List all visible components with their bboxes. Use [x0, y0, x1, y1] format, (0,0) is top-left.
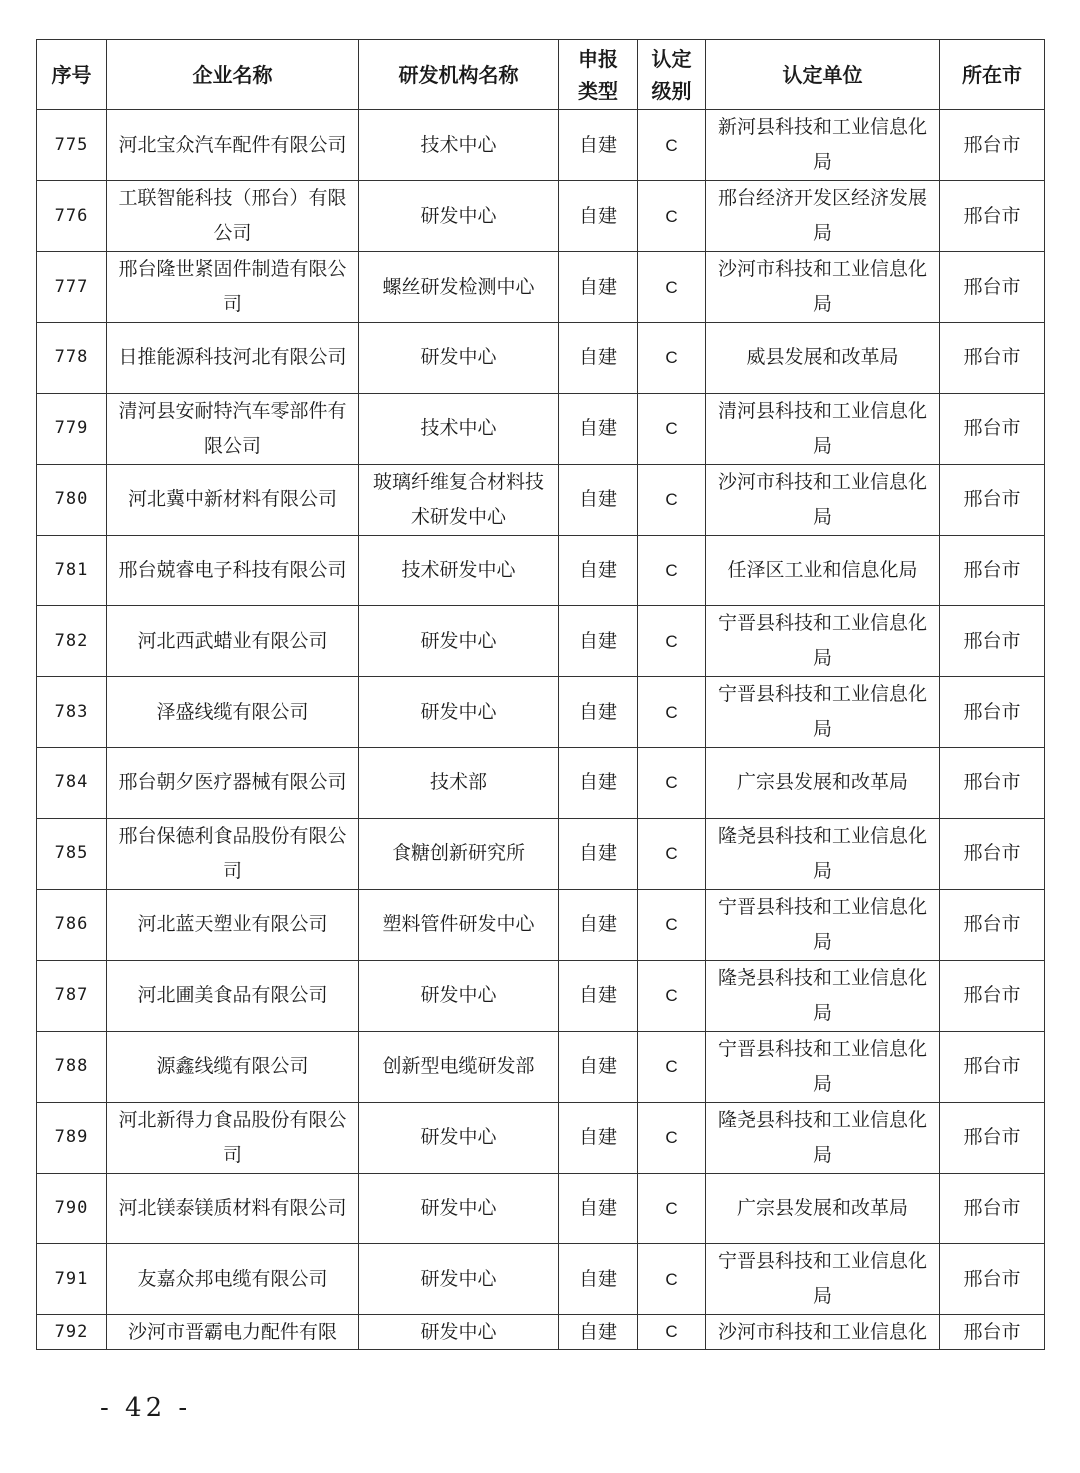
- cell-company: 清河县安耐特汽车零部件有限公司: [107, 393, 359, 464]
- cell-seq: 777: [37, 252, 107, 323]
- cell-seq: 786: [37, 889, 107, 960]
- header-level: 认定级别: [638, 40, 706, 110]
- cell-org: 研发中心: [359, 606, 559, 677]
- cell-unit: 沙河市科技和工业信息化局: [706, 252, 940, 323]
- cell-unit: 清河县科技和工业信息化局: [706, 393, 940, 464]
- cell-type: 自建: [559, 1315, 638, 1350]
- table-row: [37, 748, 1045, 819]
- enterprise-rd-table: [36, 39, 1045, 1350]
- cell-level: C: [638, 393, 706, 464]
- cell-unit: 广宗县发展和改革局: [706, 748, 940, 819]
- cell-org: 研发中心: [359, 1102, 559, 1173]
- cell-type: 自建: [559, 323, 638, 394]
- table-row: [37, 535, 1045, 606]
- table-row: [37, 960, 1045, 1031]
- cell-unit: 宁晋县科技和工业信息化局: [706, 1244, 940, 1315]
- cell-level: C: [638, 889, 706, 960]
- cell-city: 邢台市: [940, 464, 1045, 535]
- cell-company: 河北冀中新材料有限公司: [107, 464, 359, 535]
- table-row: [37, 181, 1045, 252]
- header-company: 企业名称: [107, 40, 359, 110]
- cell-type: 自建: [559, 535, 638, 606]
- cell-seq: 784: [37, 748, 107, 819]
- header-seq: 序号: [37, 40, 107, 110]
- cell-org: 技术中心: [359, 393, 559, 464]
- cell-org: 技术中心: [359, 110, 559, 181]
- cell-company: 河北新得力食品股份有限公司: [107, 1102, 359, 1173]
- cell-company: 邢台兢睿电子科技有限公司: [107, 535, 359, 606]
- cell-org: 研发中心: [359, 960, 559, 1031]
- cell-city: 邢台市: [940, 252, 1045, 323]
- cell-city: 邢台市: [940, 535, 1045, 606]
- table-row: [37, 252, 1045, 323]
- cell-city: 邢台市: [940, 748, 1045, 819]
- cell-org: 螺丝研发检测中心: [359, 252, 559, 323]
- cell-city: 邢台市: [940, 1173, 1045, 1244]
- header-city: 所在市: [940, 40, 1045, 110]
- cell-org: 塑料管件研发中心: [359, 889, 559, 960]
- cell-level: C: [638, 181, 706, 252]
- cell-type: 自建: [559, 748, 638, 819]
- table-row: [37, 1102, 1045, 1173]
- cell-company: 河北蓝天塑业有限公司: [107, 889, 359, 960]
- cell-unit: 隆尧县科技和工业信息化局: [706, 1102, 940, 1173]
- header-org: 研发机构名称: [359, 40, 559, 110]
- cell-org: 研发中心: [359, 1315, 559, 1350]
- cell-level: C: [638, 323, 706, 394]
- page-number: - 42 -: [100, 1393, 192, 1423]
- cell-unit: 沙河市科技和工业信息化: [706, 1315, 940, 1350]
- table-row: [37, 393, 1045, 464]
- cell-type: 自建: [559, 1102, 638, 1173]
- cell-city: 邢台市: [940, 889, 1045, 960]
- cell-city: 邢台市: [940, 606, 1045, 677]
- cell-level: C: [638, 535, 706, 606]
- cell-company: 邢台朝夕医疗器械有限公司: [107, 748, 359, 819]
- cell-unit: 隆尧县科技和工业信息化局: [706, 818, 940, 889]
- cell-unit: 邢台经济开发区经济发展局: [706, 181, 940, 252]
- header-type: 申报类型: [559, 40, 638, 110]
- cell-level: C: [638, 110, 706, 181]
- cell-level: C: [638, 677, 706, 748]
- cell-unit: 隆尧县科技和工业信息化局: [706, 960, 940, 1031]
- cell-city: 邢台市: [940, 677, 1045, 748]
- cell-org: 研发中心: [359, 323, 559, 394]
- cell-company: 河北圃美食品有限公司: [107, 960, 359, 1031]
- table-body: [37, 110, 1045, 1350]
- cell-type: 自建: [559, 252, 638, 323]
- cell-company: 邢台保德利食品股份有限公司: [107, 818, 359, 889]
- cell-city: 邢台市: [940, 1102, 1045, 1173]
- cell-company: 日推能源科技河北有限公司: [107, 323, 359, 394]
- cell-level: C: [638, 748, 706, 819]
- cell-org: 技术部: [359, 748, 559, 819]
- cell-seq: 790: [37, 1173, 107, 1244]
- cell-unit: 宁晋县科技和工业信息化局: [706, 1031, 940, 1102]
- cell-unit: 任泽区工业和信息化局: [706, 535, 940, 606]
- cell-seq: 775: [37, 110, 107, 181]
- table-header-row: [37, 40, 1045, 110]
- cell-org: 研发中心: [359, 677, 559, 748]
- cell-seq: 787: [37, 960, 107, 1031]
- table-row: [37, 677, 1045, 748]
- cell-type: 自建: [559, 181, 638, 252]
- table-row: [37, 464, 1045, 535]
- table-row: [37, 818, 1045, 889]
- cell-org: 研发中心: [359, 1244, 559, 1315]
- cell-unit: 新河县科技和工业信息化局: [706, 110, 940, 181]
- cell-type: 自建: [559, 960, 638, 1031]
- cell-company: 友嘉众邦电缆有限公司: [107, 1244, 359, 1315]
- table-row: [37, 606, 1045, 677]
- cell-company: 泽盛线缆有限公司: [107, 677, 359, 748]
- cell-org: 食糖创新研究所: [359, 818, 559, 889]
- cell-type: 自建: [559, 889, 638, 960]
- table-row: [37, 1031, 1045, 1102]
- cell-org: 研发中心: [359, 1173, 559, 1244]
- cell-city: 邢台市: [940, 110, 1045, 181]
- cell-seq: 779: [37, 393, 107, 464]
- cell-org: 技术研发中心: [359, 535, 559, 606]
- cell-level: C: [638, 1031, 706, 1102]
- cell-seq: 791: [37, 1244, 107, 1315]
- cell-level: C: [638, 252, 706, 323]
- cell-unit: 广宗县发展和改革局: [706, 1173, 940, 1244]
- cell-company: 邢台隆世紧固件制造有限公司: [107, 252, 359, 323]
- cell-level: C: [638, 1102, 706, 1173]
- cell-type: 自建: [559, 677, 638, 748]
- cell-level: C: [638, 818, 706, 889]
- cell-city: 邢台市: [940, 323, 1045, 394]
- cell-level: C: [638, 1173, 706, 1244]
- table-row: [37, 1315, 1045, 1350]
- cell-city: 邢台市: [940, 818, 1045, 889]
- cell-company: 河北宝众汽车配件有限公司: [107, 110, 359, 181]
- cell-unit: 宁晋县科技和工业信息化局: [706, 606, 940, 677]
- table-row: [37, 323, 1045, 394]
- table-row: [37, 1173, 1045, 1244]
- cell-level: C: [638, 606, 706, 677]
- cell-city: 邢台市: [940, 393, 1045, 464]
- cell-seq: 783: [37, 677, 107, 748]
- cell-level: C: [638, 1315, 706, 1350]
- cell-level: C: [638, 1244, 706, 1315]
- table-row: [37, 1244, 1045, 1315]
- table-row: [37, 889, 1045, 960]
- cell-org: 研发中心: [359, 181, 559, 252]
- cell-seq: 782: [37, 606, 107, 677]
- cell-level: C: [638, 464, 706, 535]
- cell-city: 邢台市: [940, 1031, 1045, 1102]
- cell-seq: 780: [37, 464, 107, 535]
- cell-company: 沙河市晋霸电力配件有限: [107, 1315, 359, 1350]
- cell-seq: 792: [37, 1315, 107, 1350]
- cell-unit: 威县发展和改革局: [706, 323, 940, 394]
- cell-type: 自建: [559, 818, 638, 889]
- cell-seq: 781: [37, 535, 107, 606]
- cell-city: 邢台市: [940, 960, 1045, 1031]
- cell-type: 自建: [559, 1173, 638, 1244]
- table-row: [37, 110, 1045, 181]
- cell-type: 自建: [559, 1031, 638, 1102]
- cell-type: 自建: [559, 110, 638, 181]
- cell-type: 自建: [559, 606, 638, 677]
- cell-seq: 778: [37, 323, 107, 394]
- cell-org: 创新型电缆研发部: [359, 1031, 559, 1102]
- cell-company: 工联智能科技（邢台）有限公司: [107, 181, 359, 252]
- cell-seq: 776: [37, 181, 107, 252]
- cell-seq: 789: [37, 1102, 107, 1173]
- cell-company: 河北镁泰镁质材料有限公司: [107, 1173, 359, 1244]
- cell-company: 河北西武蜡业有限公司: [107, 606, 359, 677]
- cell-org: 玻璃纤维复合材料技术研发中心: [359, 464, 559, 535]
- cell-city: 邢台市: [940, 1315, 1045, 1350]
- cell-type: 自建: [559, 464, 638, 535]
- cell-level: C: [638, 960, 706, 1031]
- header-unit: 认定单位: [706, 40, 940, 110]
- cell-type: 自建: [559, 393, 638, 464]
- cell-seq: 785: [37, 818, 107, 889]
- cell-seq: 788: [37, 1031, 107, 1102]
- cell-unit: 宁晋县科技和工业信息化局: [706, 889, 940, 960]
- cell-city: 邢台市: [940, 1244, 1045, 1315]
- cell-unit: 宁晋县科技和工业信息化局: [706, 677, 940, 748]
- cell-type: 自建: [559, 1244, 638, 1315]
- cell-company: 源鑫线缆有限公司: [107, 1031, 359, 1102]
- cell-unit: 沙河市科技和工业信息化局: [706, 464, 940, 535]
- cell-city: 邢台市: [940, 181, 1045, 252]
